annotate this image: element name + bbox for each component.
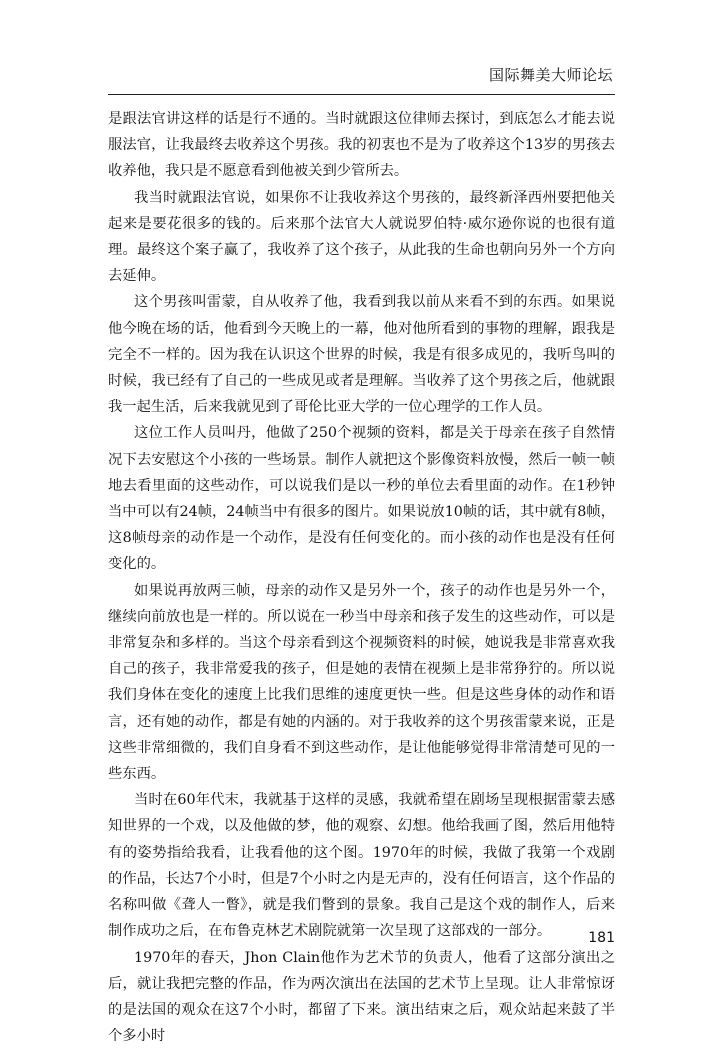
- header-title: 国际舞美大师论坛: [489, 64, 613, 85]
- paragraph: 如果说再放两三帧，母亲的动作又是另外一个，孩子的动作也是另外一个，继续向前放也是一样的。所以说在一秒当中母亲和孩子发生的这些动作，可以是非常复杂和多样的。当这个母亲看到这个视频资料的时候，她说我是非常喜欢我自己的孩子，我非常爱我的孩子，但是她的表情在视频上是非常狰狞的。所以说我们身体在变化的速度上比我们思维的速度更快一些。但是这些身体的动作和语言，还有她的动作，都是有她的内涵的。对于我收养的这个男孩雷蒙来说，正是这些非常细微的，我们自身看不到这些动作，是让他能够觉得非常清楚可见的一些东西。: [108, 578, 615, 788]
- paragraph: 是跟法官讲这样的话是行不通的。当时就跟这位律师去探讨，到底怎么才能去说服法官，让我最终去收养这个男孩。我的初衷也不是为了收养这个13岁的男孩去收养他，我只是不愿意看到他被关到少管所去。: [108, 106, 615, 185]
- body-text: [108, 106, 615, 1049]
- paragraph: 这位工作人员叫丹，他做了250个视频的资料，都是关于母亲在孩子自然情况下去安慰这个小孩的一些场景。制作人就把这个影像资料放慢，然后一帧一帧地去看里面的这些动作，可以说我们是以一秒的单位去看里面的动作。在1秒钟当中可以有24帧，24帧当中有很多的图片。如果说放10帧的话，其中就有8帧，这8帧母亲的动作是一个动作，是没有任何变化的。而小孩的动作也是没有任何变化的。: [108, 420, 615, 577]
- paragraph: 我当时就跟法官说，如果你不让我收养这个男孩的，最终新泽西州要把他关起来是要花很多的钱的。后来那个法官大人就说罗伯特·威尔逊你说的也很有道理。最终这个案子赢了，我收养了这个孩子，从此我的生命也朝向另外一个方向去延伸。: [108, 185, 615, 290]
- page-number: 181: [588, 930, 615, 946]
- running-header: [108, 62, 615, 95]
- paragraph: 1970年的春天，Jhon Clain他作为艺术节的负责人，他看了这部分演出之后，就让我把完整的作品，作为两次演出在法国的艺术节上呈现。让人非常惊讶的是法国的观众在这7个小时，都留了下来。演出结束之后，观众站起来鼓了半个多小时: [108, 945, 615, 1049]
- paragraph: 这个男孩叫雷蒙，自从收养了他，我看到我以前从来看不到的东西。如果说他今晚在场的话，他看到今天晚上的一幕，他对他所看到的事物的理解，跟我是完全不一样的。因为我在认识这个世界的时候，我是有很多成见的，我听鸟叫的时候，我已经有了自己的一些成见或者是理解。当收养了这个男孩之后，他就跟我一起生活，后来我就见到了哥伦比亚大学的一位心理学的工作人员。: [108, 289, 615, 420]
- paragraph: 当时在60年代末，我就基于这样的灵感，我就希望在剧场呈现根据雷蒙去感知世界的一个戏，以及他做的梦，他的观察、幻想。他给我画了图，然后用他特有的姿势指给我看，让我看他的这个图。1970年的时候，我做了我第一个戏剧的作品，长达7个小时，但是7个小时之内是无声的，没有任何语言，这个作品的名称叫做《聋人一瞥》，就是我们瞥到的景象。我自己是这个戏的制作人，后来制作成功之后，在布鲁克林艺术剧院就第一次呈现了这部戏的一部分。: [108, 787, 615, 944]
